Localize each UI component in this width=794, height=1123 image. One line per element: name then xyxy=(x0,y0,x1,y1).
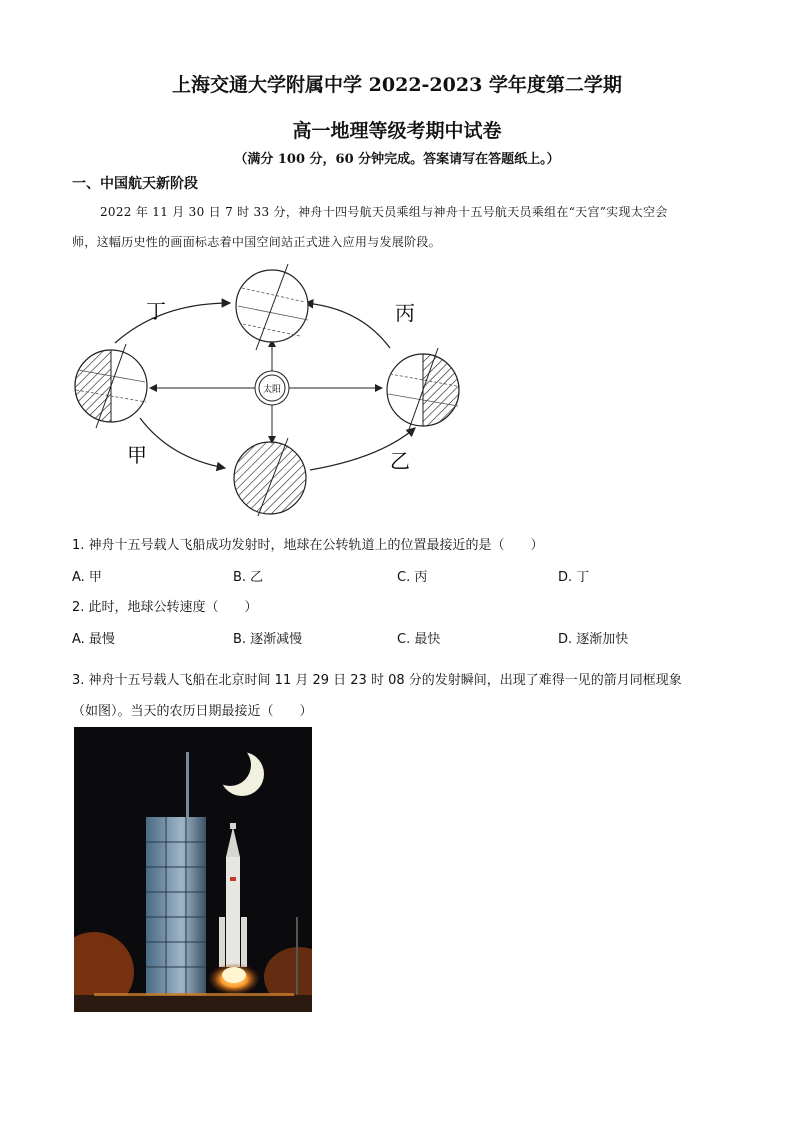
q2-option-a: A. 最慢 xyxy=(72,632,115,647)
q1-option-c: C. 丙 xyxy=(397,570,428,585)
q2-option-b: B. 逐渐减慢 xyxy=(233,632,303,647)
earth-left xyxy=(75,344,147,428)
earth-top xyxy=(236,264,308,350)
question-3-line-2: （如图）。当天的农历日期最接近（ ） xyxy=(72,704,313,719)
q1-option-b: B. 乙 xyxy=(233,570,264,585)
label-yi: 乙 xyxy=(390,449,410,473)
label-jia: 甲 xyxy=(127,443,147,467)
orbit-arc-bing xyxy=(305,303,390,348)
q2-option-c: C. 最快 xyxy=(397,632,441,647)
exam-subtitle: 高一地理等级考期中试卷 xyxy=(292,120,502,142)
q1-option-d: D. 丁 xyxy=(558,570,590,585)
earth-bottom xyxy=(234,438,306,516)
exam-title: 上海交通大学附属中学 2022-2023 学年度第二学期 xyxy=(172,74,622,96)
earth-orbit-diagram xyxy=(60,258,480,520)
label-ding: 丁 xyxy=(146,299,166,323)
label-bing: 丙 xyxy=(395,301,415,325)
q1-option-a: A. 甲 xyxy=(72,570,102,585)
question-2: 2. 此时，地球公转速度（ ） xyxy=(72,600,258,615)
rocket-moon-photo xyxy=(74,727,312,1012)
q2-option-d: D. 逐渐加快 xyxy=(558,632,629,647)
sun-label: 太阳 xyxy=(262,385,282,395)
section-heading: 一、中国航天新阶段 xyxy=(72,176,198,192)
orbit-arc-jia xyxy=(140,418,225,468)
orbit-arc-ding xyxy=(115,303,230,343)
earth-right xyxy=(387,348,459,432)
question-3-line-1: 3. 神舟十五号载人飞船在北京时间 11 月 29 日 23 时 08 分的发射瞬间，出现了难得一见的箭月同框现象 xyxy=(72,673,682,688)
question-1: 1. 神舟十五号载人飞船成功发射时，地球在公转轨道上的位置最接近的是（ ） xyxy=(72,538,544,553)
intro-line-2: 师，这幅历史性的画面标志着中国空间站正式进入应用与发展阶段。 xyxy=(72,235,442,249)
exam-note: （满分 100 分，60 分钟完成。答案请写在答题纸上。） xyxy=(234,152,560,167)
intro-line-1: 2022 年 11 月 30 日 7 时 33 分，神舟十四号航天员乘组与神舟十五号航天员乘组在“天宫”实现太空会 xyxy=(100,205,668,219)
